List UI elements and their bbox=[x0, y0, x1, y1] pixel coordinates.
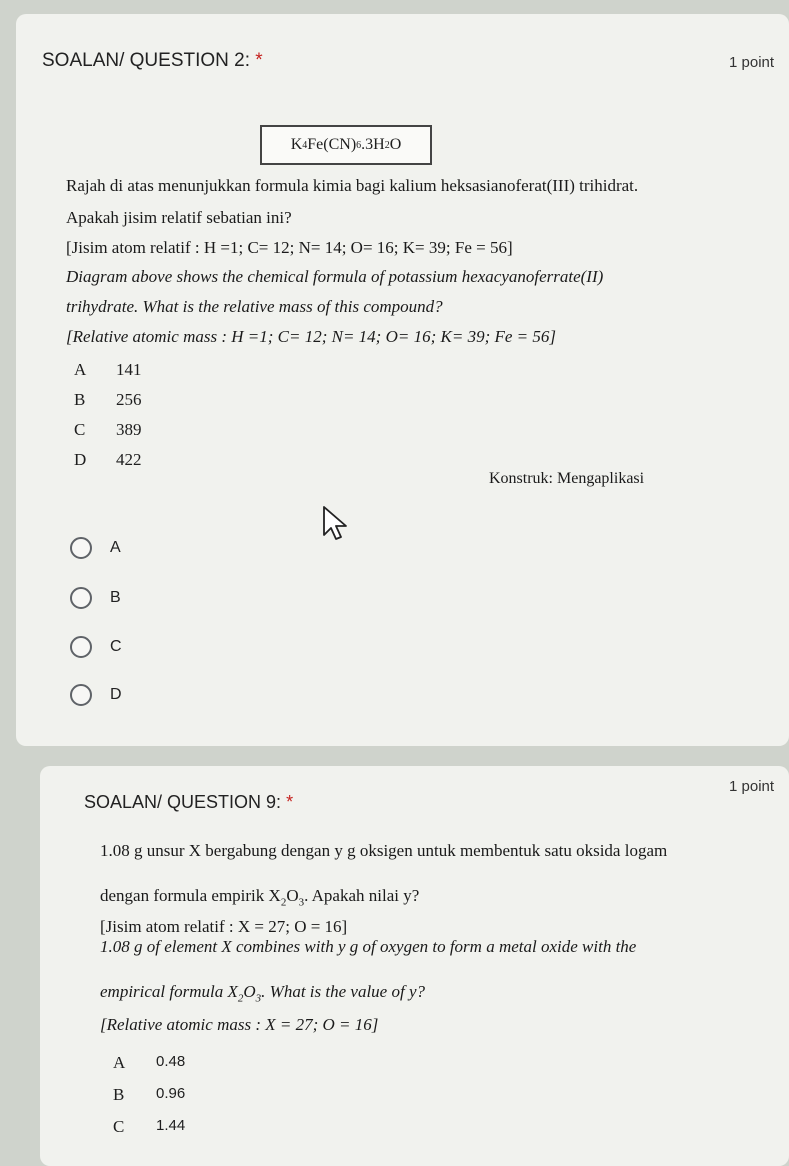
option-letter: C bbox=[113, 1117, 125, 1136]
english-question-line-1: 1.08 g of element X combines with y g of oxygen to form a metal oxide with the bbox=[100, 937, 637, 956]
construct-label: Konstruk: Mengaplikasi bbox=[489, 470, 645, 487]
option-value: 389 bbox=[116, 420, 142, 439]
question-title bbox=[42, 50, 263, 72]
english-atomic-mass: [Relative atomic mass : X = 27; O = 16] bbox=[100, 1015, 379, 1034]
radio-label: A bbox=[110, 539, 121, 556]
text-sub: 2 bbox=[237, 992, 244, 1005]
radio-choice-b[interactable] bbox=[70, 587, 121, 609]
text-part: dengan formula empirik X bbox=[100, 886, 281, 905]
option-letter: B bbox=[113, 1085, 125, 1104]
chemical-formula-box bbox=[260, 125, 432, 165]
points-label: 1 point bbox=[729, 54, 775, 71]
text-part: . Apakah nilai y? bbox=[304, 886, 420, 905]
malay-atomic-mass: [Jisim atom relatif : X = 27; O = 16] bbox=[100, 917, 348, 936]
option-letter: D bbox=[74, 450, 87, 469]
option-letter: B bbox=[74, 390, 86, 409]
radio-label: D bbox=[110, 686, 122, 703]
question-title bbox=[84, 792, 293, 813]
english-atomic-mass-text: [Relative atomic mass : H =1; C= 12; N= 14; O= 16; K= 39; Fe = 56] bbox=[66, 327, 556, 346]
radio-button[interactable] bbox=[70, 587, 92, 609]
malay-question-line-1: Rajah di atas menunjukkan formula kimia bagi kalium heksasianoferat(III) trihidrat. bbox=[66, 176, 639, 195]
option-value: 1.44 bbox=[156, 1117, 186, 1134]
radio-button[interactable] bbox=[70, 684, 92, 706]
formula-3h: .3H bbox=[361, 136, 385, 153]
required-asterisk: * bbox=[286, 792, 294, 812]
english-question-line-2 bbox=[100, 982, 425, 1004]
formula-fecn: Fe(CN) bbox=[307, 136, 357, 153]
radio-label: C bbox=[110, 638, 122, 655]
option-value: 141 bbox=[116, 360, 142, 379]
radio-button[interactable] bbox=[70, 636, 92, 658]
option-letter: A bbox=[113, 1053, 126, 1072]
text-sub: 3 bbox=[255, 992, 262, 1005]
option-value: 256 bbox=[116, 390, 142, 409]
mouse-pointer-icon bbox=[322, 505, 350, 541]
option-value: 0.96 bbox=[156, 1085, 186, 1102]
formula-sub-2: 2 bbox=[384, 139, 390, 151]
radio-choice-a[interactable] bbox=[70, 537, 121, 559]
question-card-2 bbox=[16, 14, 789, 746]
radio-choice-c[interactable] bbox=[70, 636, 122, 658]
english-atomic-mass bbox=[66, 327, 556, 347]
question-card-9 bbox=[40, 766, 789, 1166]
malay-atomic-mass: [Jisim atom relatif : H =1; C= 12; N= 14; O= 16; K= 39; Fe = 56] bbox=[66, 238, 513, 257]
points-label: 1 point bbox=[729, 778, 775, 795]
option-letter: A bbox=[74, 360, 87, 379]
english-question-line-1: Diagram above shows the chemical formula of potassium hexacyanoferrate(II) bbox=[66, 267, 604, 286]
text-part: O bbox=[243, 982, 256, 1001]
required-asterisk: * bbox=[255, 50, 263, 71]
text-part: empirical formula X bbox=[100, 982, 238, 1001]
radio-label: B bbox=[110, 589, 121, 606]
malay-question-line-1: 1.08 g unsur X bergabung dengan y g oksigen untuk membentuk satu oksida logam bbox=[100, 841, 668, 860]
formula-sub-4: 4 bbox=[302, 139, 308, 151]
question-title-text: SOALAN/ QUESTION 2: bbox=[42, 50, 250, 71]
text-sub: 2 bbox=[280, 896, 287, 909]
formula-sub-6: 6 bbox=[356, 139, 362, 151]
malay-question-line-2 bbox=[100, 886, 419, 908]
english-question-line-2: trihydrate. What is the relative mass of this compound? bbox=[66, 297, 443, 316]
radio-button[interactable] bbox=[70, 537, 92, 559]
formula-k: K bbox=[290, 136, 303, 153]
text-part: . What is the value of y? bbox=[261, 982, 425, 1001]
option-value: 422 bbox=[116, 450, 142, 469]
text-part: O bbox=[286, 886, 299, 905]
malay-question-line-2: Apakah jisim relatif sebatian ini? bbox=[66, 208, 292, 227]
radio-choice-d[interactable] bbox=[70, 684, 122, 706]
question-title-text: SOALAN/ QUESTION 9: bbox=[84, 792, 282, 812]
option-letter: C bbox=[74, 420, 86, 439]
option-value: 0.48 bbox=[156, 1053, 186, 1070]
formula-o: O bbox=[389, 136, 402, 153]
text-sub: 3 bbox=[298, 896, 305, 909]
